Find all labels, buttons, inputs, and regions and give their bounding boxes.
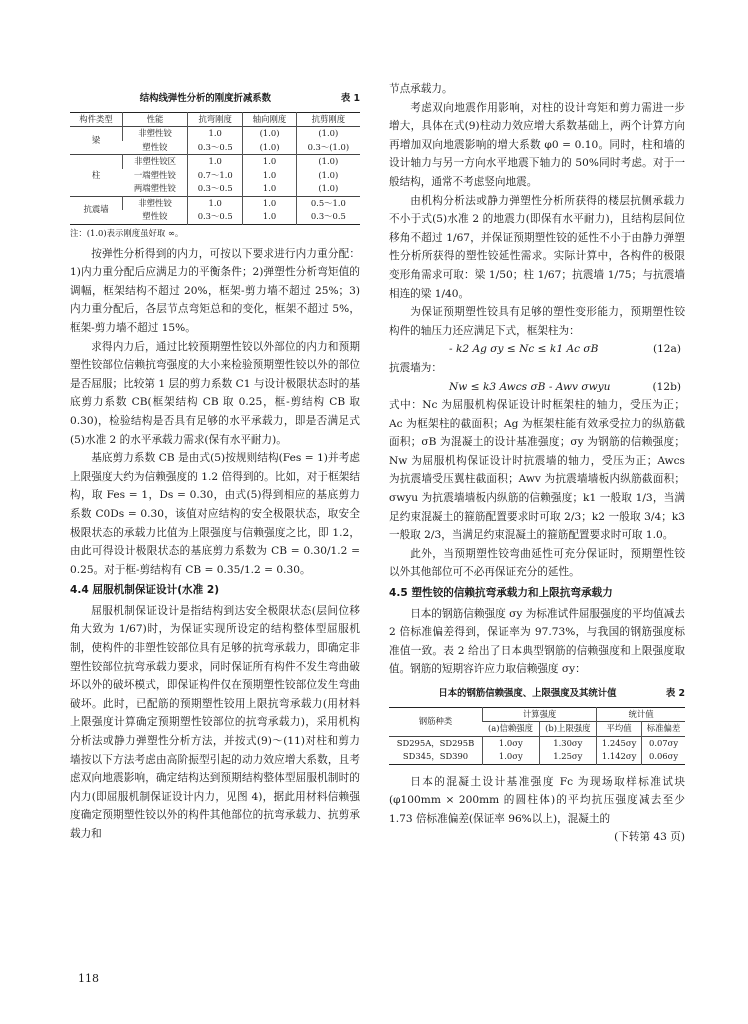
body-paragraph: 日本的钢筋信赖强度 σy 为标准试件屈服强度的平均值减去 2 倍标准偏差得到，保证率为 97.73%，与我国的钢筋强度标准值一致。表 2 给出了日本典型钢筋的信赖强度和上限强度取值。钢筋的短期容许应力取信赖强度 σy： xyxy=(389,607,685,676)
body-paragraph: 节点承载力。 xyxy=(389,83,453,95)
table-cell: 1.245σy xyxy=(597,736,642,750)
table-cell: 0.7～1.0 xyxy=(188,169,243,183)
table-cell: (1.0) xyxy=(243,141,296,155)
table2-header: (a)信赖强度 xyxy=(488,723,534,734)
table-row xyxy=(389,750,685,764)
table-cell: SD345，SD390 xyxy=(402,751,469,762)
body-paragraph: 求得内力后，通过比较预期塑性铰以外部位的内力和预期塑性铰部位信赖抗弯强度的大小来检验预期塑性铰以外的部位是否屈服；比较第 1 层的剪力系数 C1 与设计极限状态时的基底剪力系数 CB(框架结构 CB 取 0.25，框-剪结构 CB 取 0.30)，检验结构是否具有足够的水平承载力，即是否满足式(5)水准 2 的水平承载力需求(保有水平耐力)。 xyxy=(70,340,360,446)
table-cell: 1.0 xyxy=(243,155,296,169)
formula-text: - k2 Ag σy ≤ Nc ≤ k1 Ac σB xyxy=(449,343,599,356)
table1-header: 构件类型 xyxy=(79,113,113,124)
table-cell: 1.0σy xyxy=(483,750,540,764)
body-paragraph: 考虑双向地震作用影响，对柱的设计弯矩和剪力需进一步增大，具体在式(9)柱动力效应增大系数基础上，两个计算方向再增加双向地震影响的增大系数 φ0 = 0.10。同时，柱和墙的设计轴力与另一方向水平地震下轴力的 50%同时考虑。对于一般结构，通常不考虑竖向地震。 xyxy=(389,101,685,188)
section-heading-4-5: 4.5 塑性铰的信赖抗弯承载力和上限抗弯承载力 xyxy=(389,587,613,600)
table2-header: (b)上限强度 xyxy=(539,722,597,737)
formula-number: (12b) xyxy=(652,380,681,393)
body-paragraph: 按弹性分析得到的内力，可按以下要求进行内力重分配：1)内力重分配后应满足力的平衡条件；2)弹塑性分析弯矩值的调幅，框架结构不超过 20%，框架-剪力墙不超过 25%；3)内力重分配后，各层节点弯矩总和的变化，框架不超过 5%，框架-剪力墙不超过 15%。 xyxy=(70,247,360,334)
table1-header-row xyxy=(70,112,360,127)
table-cell: 1.0 xyxy=(243,196,296,210)
right-column xyxy=(389,80,685,847)
table-cell: 0.3～0.5 xyxy=(188,141,243,155)
table1-type-cell: 柱 xyxy=(91,169,101,180)
table1-label: 表 1 xyxy=(340,93,360,104)
body-paragraph: 由机构分析法或静力弹塑性分析所获得的楼层抗侧承载力不小于式(5)水准 2 的地震力(即保有水平耐力)，且结构层间位移角不超过 1/67，并保证预期塑性铰的延性不小于由静力弹塑性分析所获得的塑性铰延性需求。实际计算中，各构件的极限变形角需求可取：梁 1/50；柱 1/67；抗震墙 1/75；与抗震墙相连的梁 1/40。 xyxy=(389,194,685,300)
table-cell: 1.0 xyxy=(188,155,243,169)
table2-header-row xyxy=(389,707,685,722)
table2-header: 钢筋种类 xyxy=(418,715,453,726)
table1-header: 轴向刚度 xyxy=(243,112,296,127)
page-number: 118 xyxy=(78,972,99,985)
table-cell: 1.0 xyxy=(188,196,243,210)
table1 xyxy=(70,112,360,225)
table2-header: 计算强度 xyxy=(483,707,597,722)
table-cell: 1.0 xyxy=(243,169,296,183)
table-cell: 非塑性铰 xyxy=(123,127,188,141)
table-cell: 0.3～0.5 xyxy=(188,182,243,196)
section-heading-4-4: 4.4 屈服机制保证设计(水准 2) xyxy=(70,584,220,597)
table2 xyxy=(389,707,685,765)
table-cell: 0.5～1.0 xyxy=(296,196,360,210)
body-paragraph: 式中：Nc 为屈服机构保证设计时框架柱的轴力，受压为正；Ac 为框架柱的截面积；Ag 为框架柱能有效承受拉力的纵筋截面积；σB 为混凝土的设计基准强度；σy 为钢筋的信赖强度；Nw 为屈服机构保证设计时抗震墙的轴力，受压为正；Awcs 为抗震墙受压翼柱截面积；Awv 为抗震墙墙板内纵筋截面积；σwyu 为抗震墙墙板内纵筋的信赖强度；k1 一般取 1/3，当满足约束混凝土的箍筋配置要求时可取 2/3；k2 一般取 3/4；k3 一般取 2/3，当满足约束混凝土的箍筋配置要求时可取 1.0。 xyxy=(389,399,685,542)
table1-title: 结构线弹性分析的刚度折减系数 xyxy=(139,93,272,104)
table-cell: 0.3～(1.0) xyxy=(296,141,360,155)
body-paragraph: 日本的混凝土设计基准强度 Fc 为现场取样标准试块(φ100mm × 200mm 的圆柱体)的平均抗压强度减去至少 1.73 倍标准偏差(保证率 96%以上)，混凝土的 xyxy=(389,775,685,825)
continued-note: (下转第 43 页) xyxy=(614,831,685,844)
table-cell: (1.0) xyxy=(296,127,360,141)
table1-type-cell: 抗震墙 xyxy=(83,204,109,215)
table2-header: 标准偏差 xyxy=(642,722,685,737)
table2-label: 表 2 xyxy=(665,688,685,699)
table-cell: 1.142σy xyxy=(597,750,642,764)
table1-header: 抗弯刚度 xyxy=(188,112,243,127)
table-cell: 塑性铰 xyxy=(142,211,168,222)
table-cell: 1.25σy xyxy=(539,750,597,764)
left-column xyxy=(70,88,360,844)
body-paragraph: 抗震墙为： xyxy=(389,361,442,374)
table1-caption xyxy=(70,90,360,109)
table2-caption xyxy=(389,685,685,704)
table-cell: (1.0) xyxy=(296,169,360,183)
table-cell: 非塑性铰 xyxy=(123,196,188,210)
table-cell: 1.30σy xyxy=(539,736,597,750)
table-row xyxy=(70,196,360,210)
formula-12b xyxy=(389,378,685,397)
table1-type-cell: 梁 xyxy=(91,134,101,145)
table-cell: 0.3～0.5 xyxy=(188,210,243,224)
body-paragraph: 基底剪力系数 CB 是由式(5)按规则结构(Fes = 1)并考虑上限强度大约为信赖强度的 1.2 倍得到的。比如，对于框架结构，取 Fes = 1，Ds = 0.30，由式(5)得到相应的基底剪力系数 C0Ds = 0.30，该值对应结构的安全极限状态，取安全极限状态的承载力比值为上限强度与信赖强度之比，即 1.2，由此可得设计极限状态的基底剪力系数为 CB = 0.30/1.2 = 0.25。对于框-剪结构有 CB = 0.35/1.2 = 0.30。 xyxy=(70,452,360,576)
table-cell: 两端塑性铰 xyxy=(133,183,176,194)
table-cell: 1.0 xyxy=(243,182,296,196)
formula-12a xyxy=(389,340,685,359)
table-cell: (1.0) xyxy=(296,155,360,169)
table2-header: 统计值 xyxy=(597,707,685,722)
table-row xyxy=(70,127,360,141)
body-paragraph: 屈服机制保证设计是指结构到达安全极限状态(层间位移角大致为 1/67)时，为保证实现所设定的结构整体型屈服机制，使构件的非塑性铰部位具有足够的抗弯承载力，即确定非塑性铰部位抗弯承载力要求，同时保证所有构件不发生弯曲破坏以外的破坏模式，即保证构件仅在预期塑性铰部位发生弯曲破坏。此时，已配筋的预期塑性铰用上限抗弯承载力(用材料上限强度计算确定预期塑性铰部位的抗弯承载力)，采用机构分析法或静力弹塑性分析方法，并按式(9)～(11)对柱和剪力墙按以下方法考虑由高阶振型引起的动力效应增大系数，且考虑双向地震影响，确定结构达到预期结构整体型屈服机制时的内力(即屈服机制保证设计内力，见图 4)，据此用材料信赖强度确定预期塑性铰以外的构件其他部位的抗弯承载力、抗剪承载力和 xyxy=(70,604,360,840)
formula-number: (12a) xyxy=(652,343,681,356)
table-cell: 一端塑性铰 xyxy=(133,169,176,180)
table2-header: 平均值 xyxy=(597,722,642,737)
table1-header: 性能 xyxy=(123,112,188,127)
formula-text: Nw ≤ k3 Awcs σB - Awv σwyu xyxy=(449,380,611,393)
table-cell: 0.3～0.5 xyxy=(296,210,360,224)
table-row xyxy=(389,736,685,750)
table-cell: 塑性铰 xyxy=(142,141,168,152)
table2-title: 日本的钢筋信赖强度、上限强度及其统计值 xyxy=(438,688,617,699)
table-cell: (1.0) xyxy=(296,182,360,196)
table-row xyxy=(70,155,360,169)
body-paragraph: 此外，当预期塑性铰弯曲延性可充分保证时，预期塑性铰以外其他部位可不必再保证充分的延性。 xyxy=(389,547,685,579)
table-cell: 0.07σy xyxy=(642,736,685,750)
table-cell: SD295A，SD295B xyxy=(396,737,475,748)
table-cell: (1.0) xyxy=(243,127,296,141)
body-paragraph: 为保证预期塑性铰具有足够的塑性变形能力，预期塑性铰构件的轴压力还应满足下式，框架柱为： xyxy=(389,306,685,337)
table-cell: 1.0 xyxy=(243,210,296,224)
table-cell: 1.0σy xyxy=(483,736,540,750)
table-cell: 0.06σy xyxy=(642,750,685,764)
table-cell: 非塑性铰区 xyxy=(123,155,188,169)
table1-header: 抗剪刚度 xyxy=(296,112,360,127)
table-cell: 1.0 xyxy=(188,127,243,141)
table1-note: 注：(1.0)表示刚度虽好取 ∞。 xyxy=(70,227,184,238)
